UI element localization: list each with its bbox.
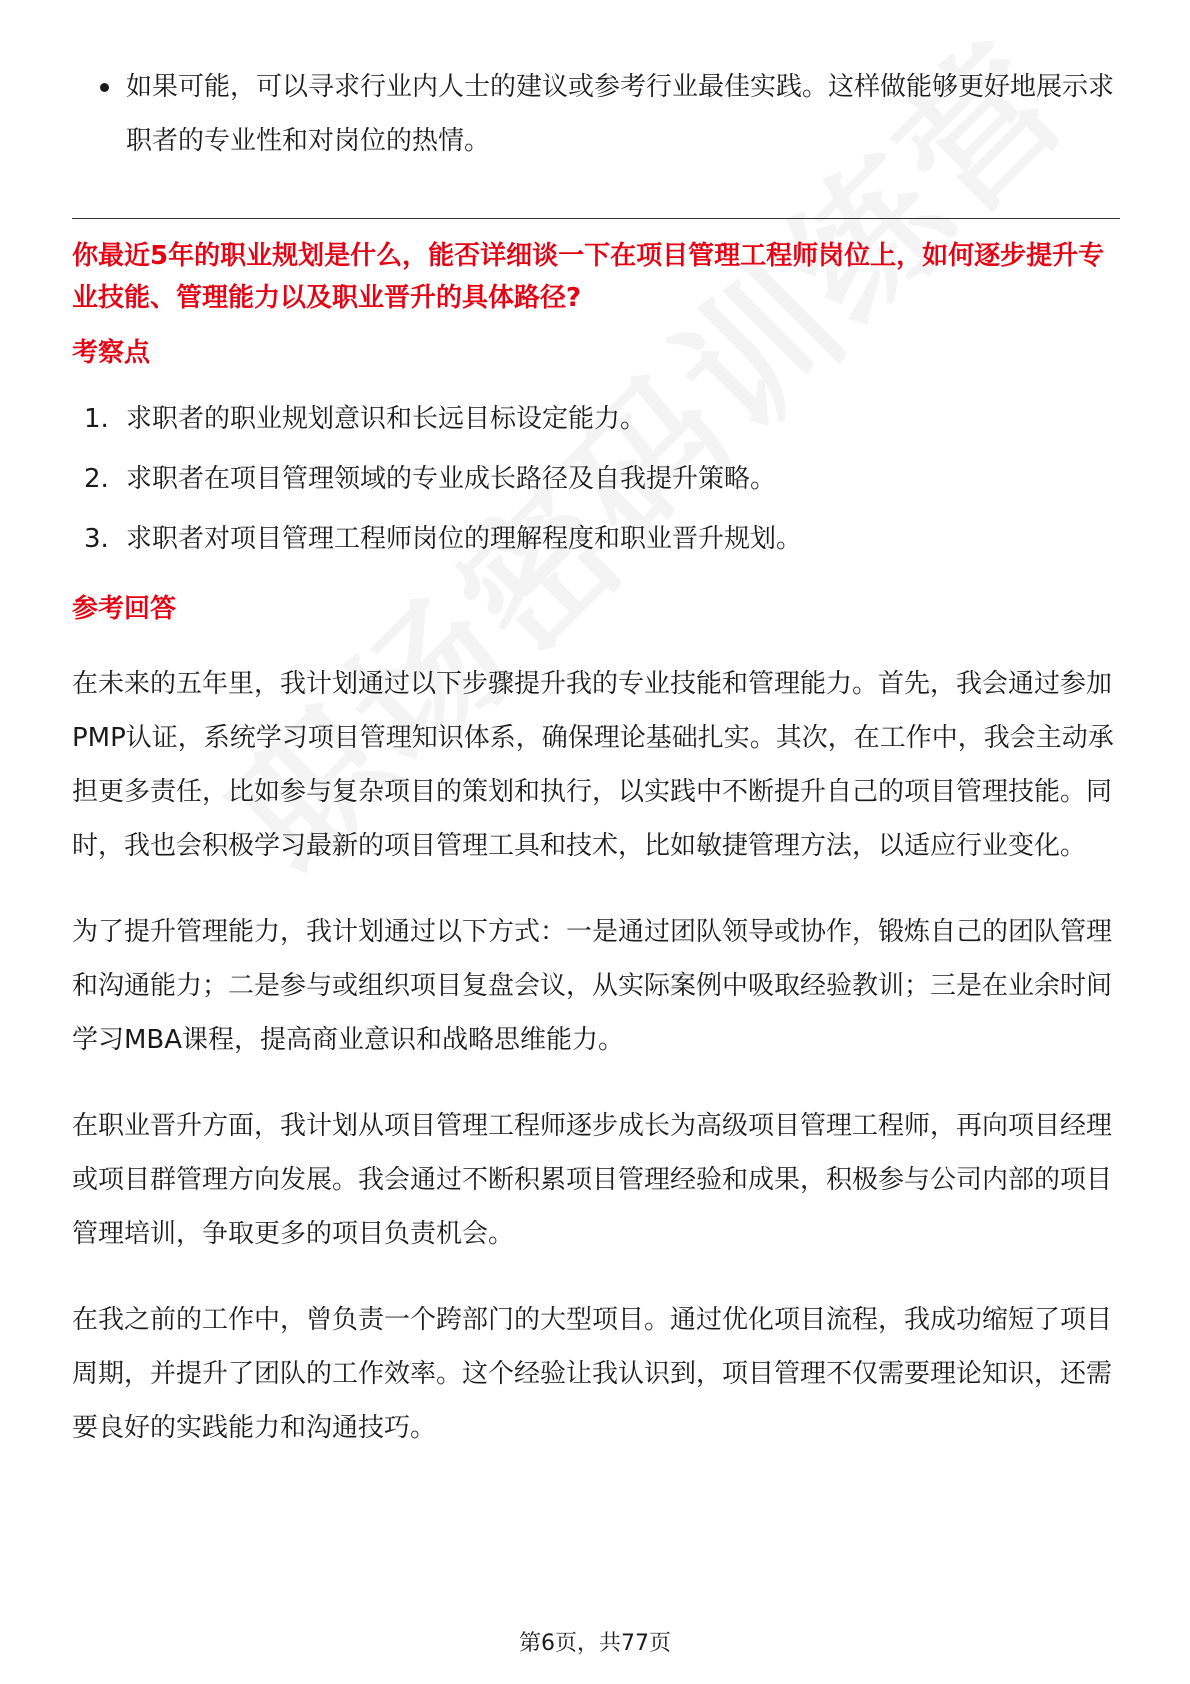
page-number-footer: 第6页，共77页 <box>519 1631 671 1656</box>
answer-paragraph: 为了提升管理能力，我计划通过以下方式：一是通过团队领导或协作，锻炼自己的团队管理和沟通能力；二是参与或组织项目复盘会议，从实际案例中吸取经验教训；三是在业余时间学习MBA课程，提高商业意识和战略思维能力。 <box>72 917 1113 1055</box>
intro-bullet-item <box>72 60 1120 168</box>
assessment-item-text: 求职者对项目管理工程师岗位的理解程度和职业晋升规划。 <box>126 524 803 554</box>
interview-question: 你最近5年的职业规划是什么，能否详细谈一下在项目管理工程师岗位上，如何逐步提升专业技能、管理能力以及职业晋升的具体路径? <box>72 241 1105 313</box>
assessment-list <box>72 389 1120 569</box>
assessment-item <box>72 449 1120 509</box>
answer-paragraph: 在我之前的工作中，曾负责一个跨部门的大型项目。通过优化项目流程，我成功缩短了项目周期，并提升了团队的工作效率。这个经验让我认识到，项目管理不仅需要理论知识，还需要良好的实践能力和沟通技巧。 <box>72 1305 1113 1443</box>
answer-paragraph: 在职业晋升方面，我计划从项目管理工程师逐步成长为高级项目管理工程师，再向项目经理或项目群管理方向发展。我会通过不断积累项目管理经验和成果，积极参与公司内部的项目管理培训，争取更多的项目负责机会。 <box>72 1111 1113 1249</box>
assessment-item-number: 3. <box>84 524 109 554</box>
answer-paragraph: 在未来的五年里，我计划通过以下步骤提升我的专业技能和管理能力。首先，我会通过参加PMP认证，系统学习项目管理知识体系，确保理论基础扎实。其次，在工作中，我会主动承担更多责任，比如参与复杂项目的策划和执行，以实践中不断提升自己的项目管理技能。同时，我也会积极学习最新的项目管理工具和技术，比如敏捷管理方法，以适应行业变化。 <box>72 669 1114 861</box>
assessment-item-text: 求职者在项目管理领域的专业成长路径及自我提升策略。 <box>126 464 777 494</box>
assessment-item-text: 求职者的职业规划意识和长远目标设定能力。 <box>126 404 647 434</box>
assessment-item <box>72 509 1120 569</box>
assessment-item <box>72 389 1120 449</box>
answer-title: 参考回答 <box>72 594 177 624</box>
assessment-title: 考察点 <box>72 338 151 368</box>
bullet-dot-icon <box>100 83 109 92</box>
section-divider <box>72 218 1120 219</box>
intro-bullet-text: 如果可能，可以寻求行业内人士的建议或参考行业最佳实践。这样做能够更好地展示求职者的专业性和对岗位的热情。 <box>126 72 1115 156</box>
page-content <box>72 60 1120 1455</box>
assessment-item-number: 2. <box>84 464 109 494</box>
assessment-item-number: 1. <box>84 404 109 434</box>
